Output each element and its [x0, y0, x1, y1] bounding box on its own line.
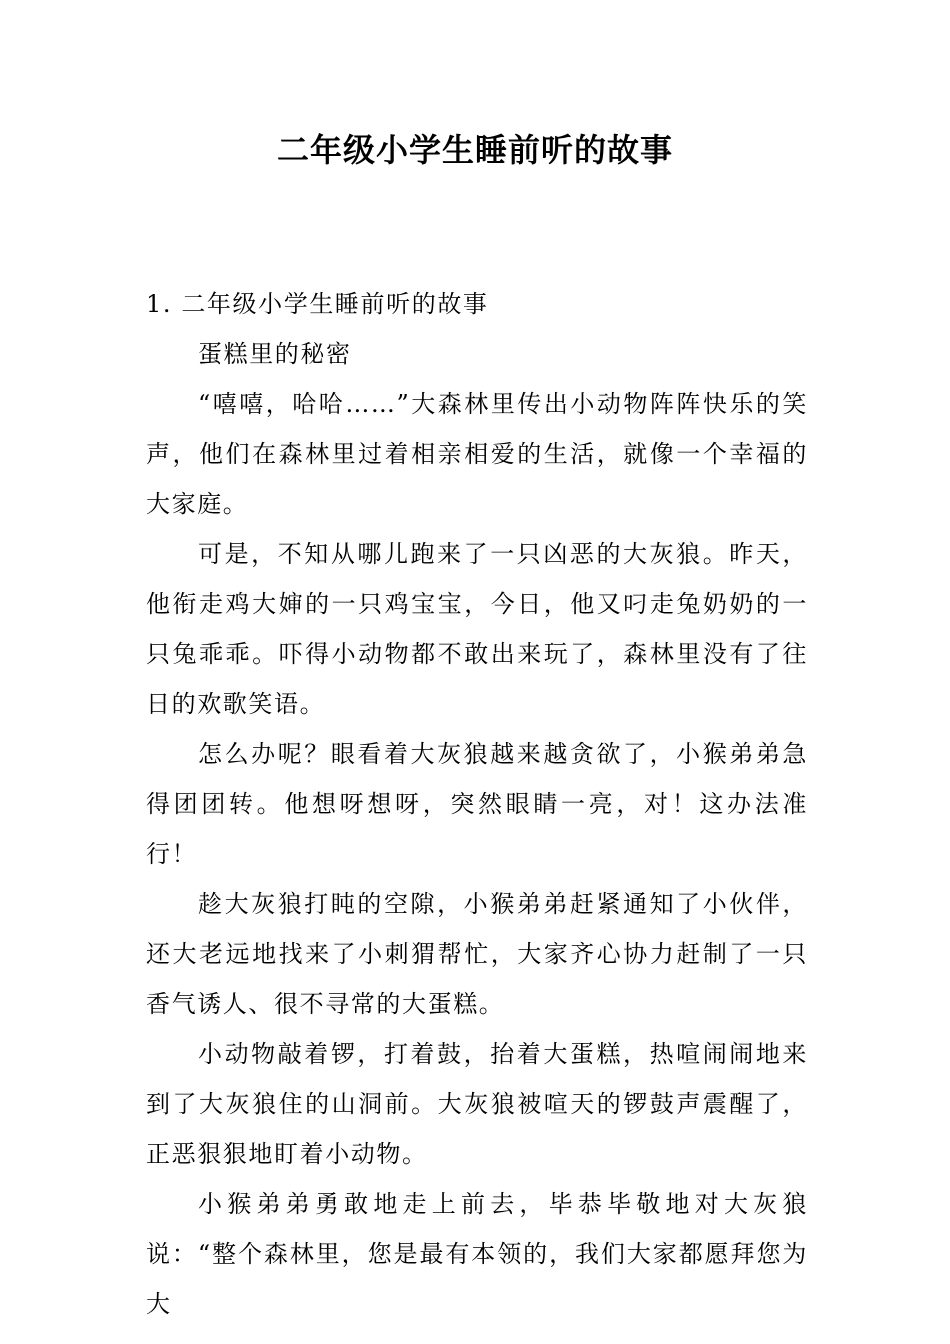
- section-heading: 1. 二年级小学生睡前听的故事: [146, 290, 489, 318]
- story-paragraph-2: 可是，不知从哪儿跑来了一只凶恶的大灰狼。昨天，他衔走鸡大婶的一只鸡宝宝，今日，他又叼走兔奶奶的一只兔乖乖。吓得小动物都不敢出来玩了，森林里没有了往日的欢歌笑语。: [146, 540, 808, 718]
- story-paragraph-4: 趁大灰狼打盹的空隙，小猴弟弟赶紧通知了小伙伴，还大老远地找来了小刺猬帮忙，大家齐心协力赶制了一只香气诱人、很不寻常的大蛋糕。: [146, 890, 808, 1018]
- document-body: [146, 279, 808, 1329]
- story-paragraph-1: “嘻嘻，哈哈……”大森林里传出小动物阵阵快乐的笑声，他们在森林里过着相亲相爱的生活，就像一个幸福的大家庭。: [146, 390, 808, 518]
- story-paragraph-5: 小动物敲着锣，打着鼓，抬着大蛋糕，热喧闹闹地来到了大灰狼住的山洞前。大灰狼被喧天的锣鼓声震醒了，正恶狠狠地盯着小动物。: [146, 1040, 808, 1168]
- document-title: 二年级小学生睡前听的故事: [276, 131, 673, 169]
- story-paragraph-3: 怎么办呢？眼看着大灰狼越来越贪欲了，小猴弟弟急得团团转。他想呀想呀，突然眼睛一亮，对！这办法准行！: [146, 740, 808, 868]
- story-title: 蛋糕里的秘密: [198, 340, 352, 368]
- story-paragraph-6: 小猴弟弟勇敢地走上前去，毕恭毕敬地对大灰狼说：“整个森林里，您是最有本领的，我们大家都愿拜您为大: [146, 1190, 808, 1318]
